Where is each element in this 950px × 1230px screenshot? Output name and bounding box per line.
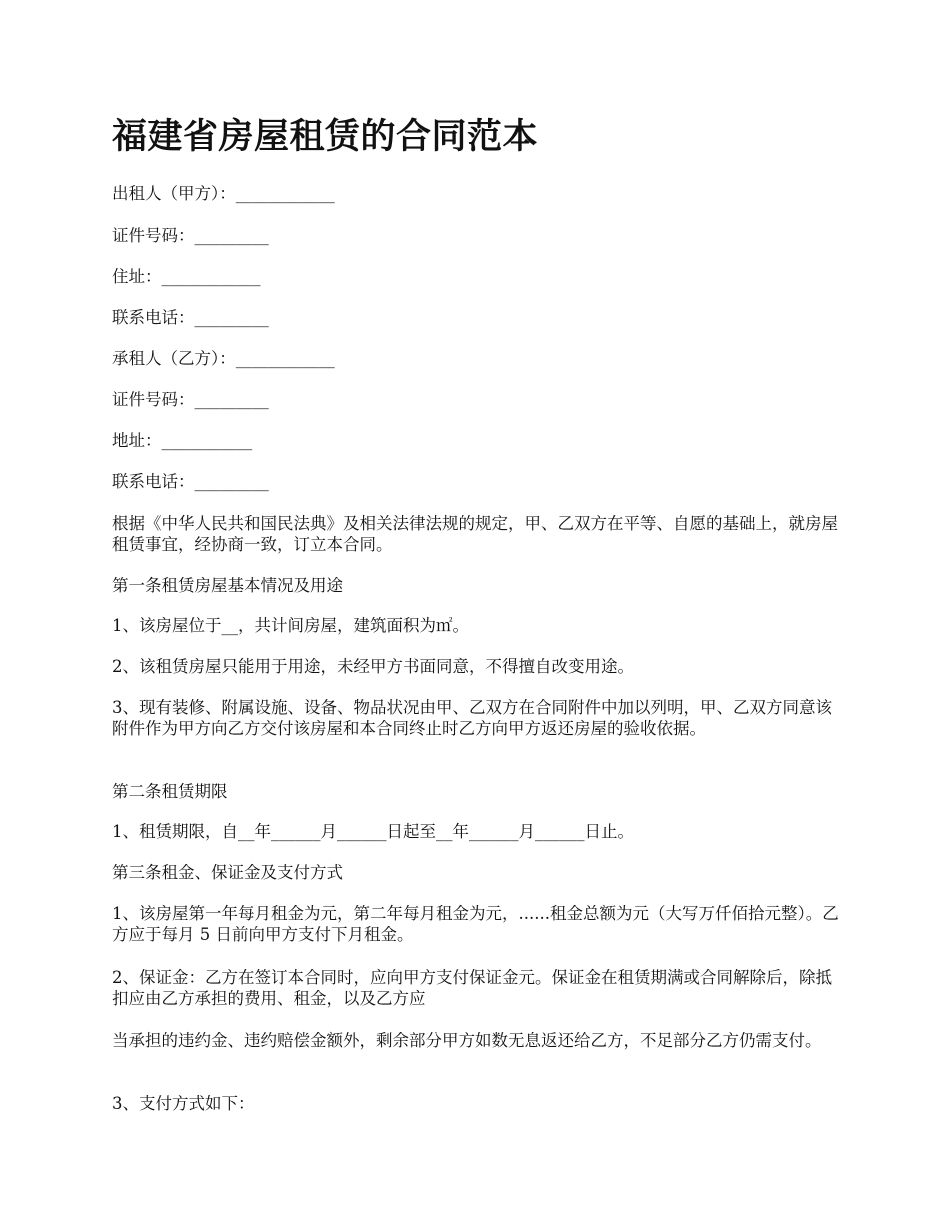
article1-item1: 1、该房屋位于__，共计间房屋，建筑面积为㎡。 [112,616,469,635]
article3-item1: 1、该房屋第一年每月租金为元，第二年每月租金为元，......租金总额为元（大写万仟佰拾元整）。乙方应于每月 5 日前向甲方支付下月租金。 [112,904,839,944]
lessee-name-line: 承租人（乙方）：____________ [112,349,335,368]
lessor-id-line: 证件号码：_________ [112,226,269,245]
lessor-address-line: 住址：____________ [112,267,261,286]
article1-heading: 第一条租赁房屋基本情况及用途 [112,576,343,595]
article1-item2: 2、该租赁房屋只能用于用途，未经甲方书面同意，不得擅自改变用途。 [112,657,634,676]
article3-item3: 3、支付方式如下： [112,1094,255,1113]
lessor-name-line: 出租人（甲方）：____________ [112,184,335,203]
article2-heading: 第二条租赁期限 [112,782,228,801]
article3-item2-continued: 当承担的违约金、违约赔偿金额外，剩余部分甲方如数无息返还给乙方，不足部分乙方仍需支付。 [112,1031,822,1050]
preamble-paragraph: 根据《中华人民共和国民法典》及相关法律法规的规定，甲、乙双方在平等、自愿的基础上，就房屋租赁事宜，经协商一致，订立本合同。 [112,514,838,554]
lessor-phone-line: 联系电话：_________ [112,308,269,327]
article2-item1: 1、租赁期限，自__年______月______日起至__年______月______日止。 [112,822,634,841]
lessee-address-line: 地址：___________ [112,431,253,450]
lessee-id-line: 证件号码：_________ [112,390,269,409]
article1-item3: 3、现有装修、附属设施、设备、物品状况由甲、乙双方在合同附件中加以列明，甲、乙双方同意该附件作为甲方向乙方交付该房屋和本合同终止时乙方向甲方返还房屋的验收依据。 [112,698,832,738]
article3-item2: 2、保证金：乙方在签订本合同时，应向甲方支付保证金元。保证金在租赁期满或合同解除后，除抵扣应由乙方承担的费用、租金，以及乙方应 [112,968,832,1008]
lessee-phone-line: 联系电话：_________ [112,472,269,491]
article3-heading: 第三条租金、保证金及支付方式 [112,863,343,882]
document-title: 福建省房屋租赁的合同范本 [112,117,539,157]
